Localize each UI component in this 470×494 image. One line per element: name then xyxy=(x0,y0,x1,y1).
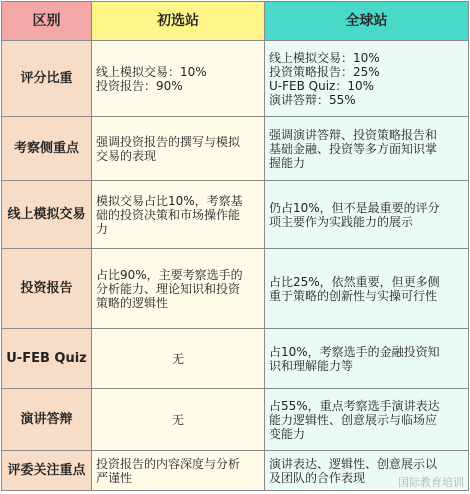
header-row xyxy=(2,2,469,41)
cell-line: 线上模拟交易：10% xyxy=(269,50,380,65)
cell-line: 策略的逻辑性 xyxy=(96,295,169,310)
table-row xyxy=(2,329,469,389)
cell-line: 变能力 xyxy=(269,426,306,441)
cell-line: 投资报告的内容深度与分析 xyxy=(96,456,241,471)
cell-line: 握能力 xyxy=(269,155,306,170)
cell-line: 识和理解能力等 xyxy=(269,358,354,373)
cell-line: 无 xyxy=(171,351,184,366)
preliminary-cell xyxy=(92,389,265,451)
cell-line: 占55%，重点考察选手演讲表达 xyxy=(269,398,440,413)
cell-line: U-FEB Quiz：10% xyxy=(269,78,375,93)
preliminary-cell xyxy=(92,451,265,491)
cell-line: 交易的表现 xyxy=(96,148,157,163)
preliminary-cell xyxy=(92,249,265,329)
cell-line: 基础金融、投资等多方面知识掌 xyxy=(269,141,438,156)
cell-line: 强调演讲答辩、投资策略报告和 xyxy=(269,127,438,142)
cell-line: 演讲表达、逻辑性、创意展示以 xyxy=(269,456,438,471)
global-cell xyxy=(265,117,469,181)
row-label: 线上模拟交易 xyxy=(2,181,92,249)
cell-line: 强调投资报告的撰写与模拟 xyxy=(96,134,241,149)
comparison-table xyxy=(1,1,469,491)
row-label: 考察侧重点 xyxy=(2,117,92,181)
table-body xyxy=(2,41,469,491)
global-cell xyxy=(265,181,469,249)
cell-line: 能力逻辑性、创意展示与临场应 xyxy=(269,412,438,427)
table-row xyxy=(2,117,469,181)
preliminary-cell xyxy=(92,329,265,389)
header-preliminary: 初选站 xyxy=(92,2,265,41)
table-row xyxy=(2,181,469,249)
cell-line: 占比25%，依然重要，但更多侧 xyxy=(269,274,440,289)
cell-line: 础的投资决策和市场操作能 xyxy=(96,207,241,222)
cell-line: 演讲答辩：55% xyxy=(269,92,356,107)
global-cell xyxy=(265,329,469,389)
global-cell xyxy=(265,389,469,451)
table-row xyxy=(2,389,469,451)
cell-line: 严谨性 xyxy=(96,470,133,485)
cell-line: 线上模拟交易：10% xyxy=(96,64,207,79)
row-label: U-FEB Quiz xyxy=(2,329,92,389)
cell-line: 力 xyxy=(96,221,109,236)
cell-line: 无 xyxy=(171,412,184,427)
table-row xyxy=(2,41,469,117)
table-row xyxy=(2,249,469,329)
cell-line: 重于策略的创新性与实操可行性 xyxy=(269,288,438,303)
row-label: 演讲答辩 xyxy=(2,389,92,451)
cell-line: 及团队的合作表现 xyxy=(269,470,366,485)
cell-line: 占比90%，主要考察选手的 xyxy=(96,267,243,282)
cell-line: 项主要作为实践能力的展示 xyxy=(269,214,414,229)
global-cell xyxy=(265,249,469,329)
row-label: 投资报告 xyxy=(2,249,92,329)
cell-line: 投资报告：90% xyxy=(96,78,183,93)
preliminary-cell xyxy=(92,41,265,117)
row-label: 评分比重 xyxy=(2,41,92,117)
preliminary-cell xyxy=(92,117,265,181)
cell-line: 占10%，考察选手的金融投资知 xyxy=(269,344,440,359)
cell-line: 仍占10%，但不是最重要的评分 xyxy=(269,200,440,215)
cell-line: 投资策略报告：25% xyxy=(269,64,380,79)
preliminary-cell xyxy=(92,181,265,249)
cell-line: 模拟交易占比10%，考察基 xyxy=(96,193,243,208)
header-global: 全球站 xyxy=(265,2,469,41)
global-cell xyxy=(265,41,469,117)
watermark: 国际教育培训 xyxy=(398,476,464,489)
cell-line: 分析能力、理论知识和投资 xyxy=(96,281,241,296)
row-label: 评委关注重点 xyxy=(2,451,92,491)
header-difference: 区别 xyxy=(2,2,92,41)
